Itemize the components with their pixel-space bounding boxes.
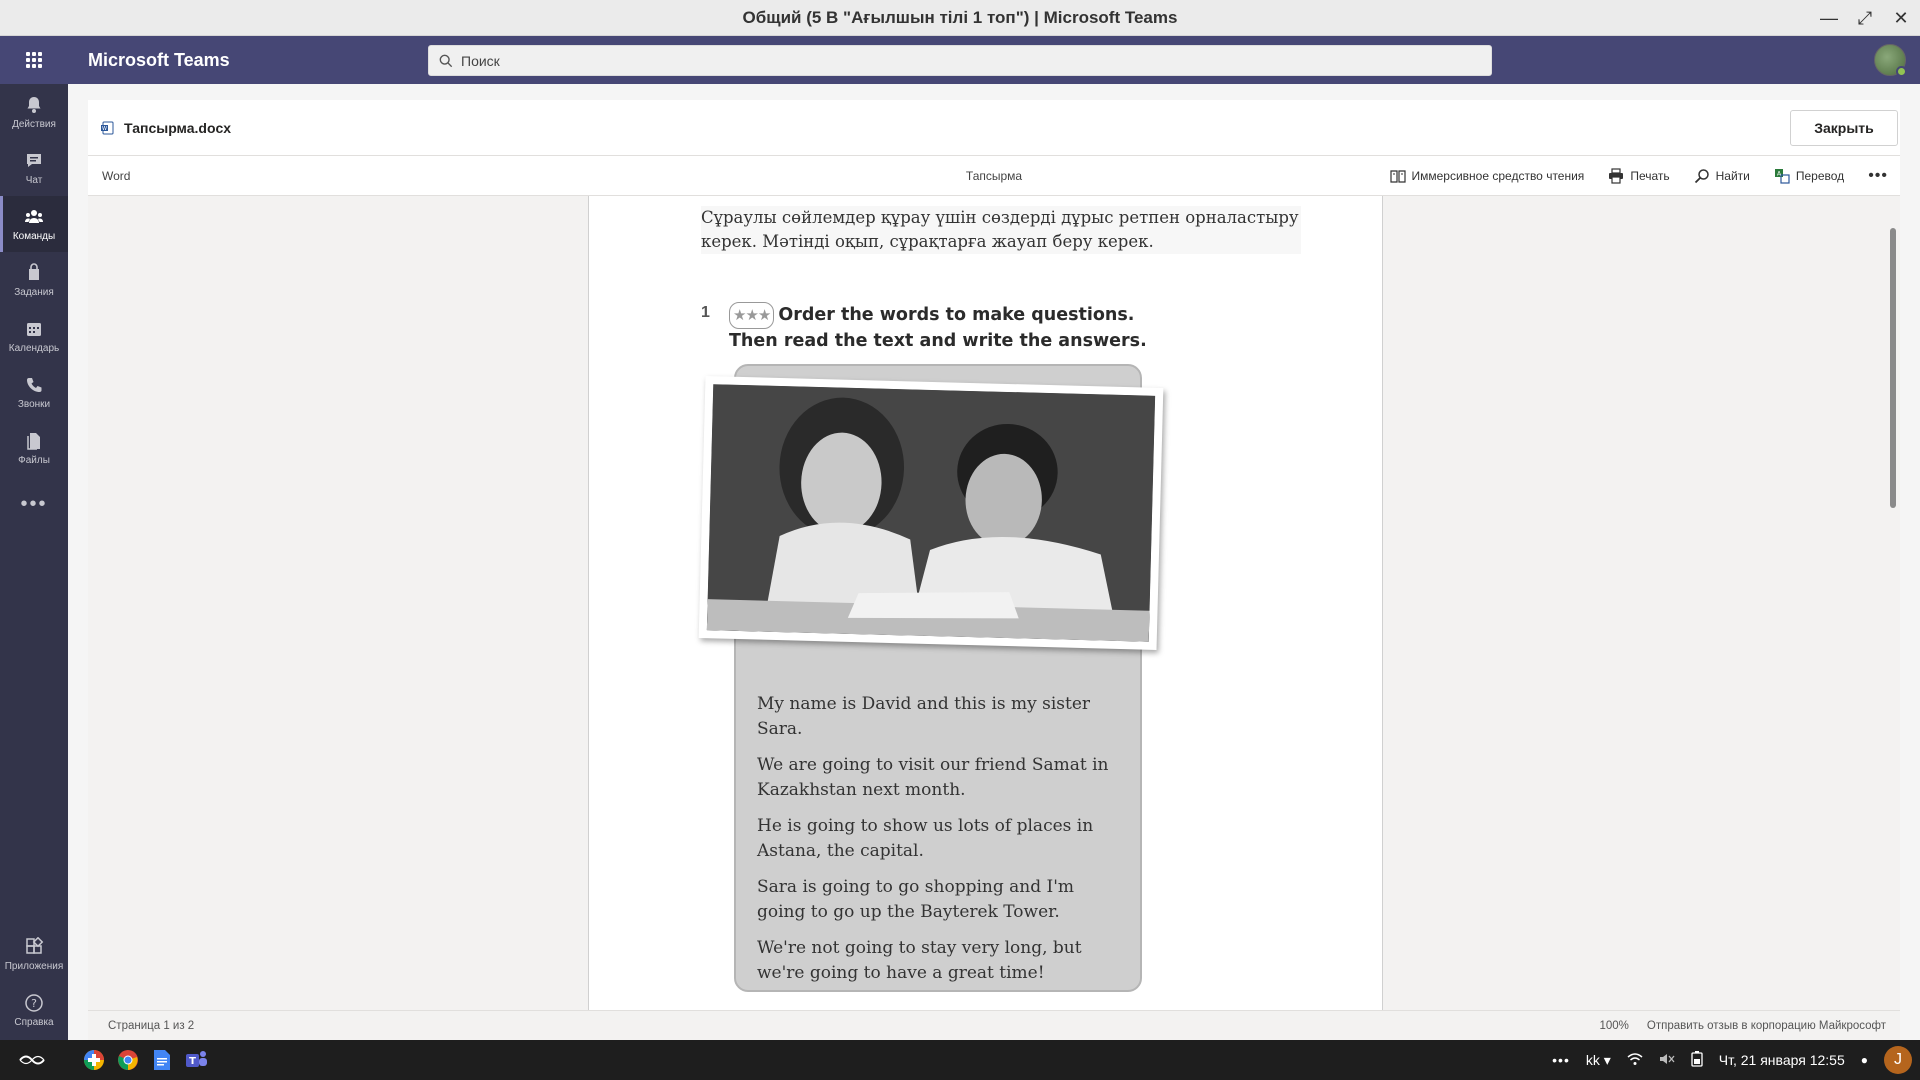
search-input[interactable] [461,53,1461,69]
children-photo [699,376,1164,650]
task-number: 1 [701,304,710,321]
print-label: Печать [1630,168,1670,183]
keyboard-language[interactable]: kk ▾ [1585,1051,1611,1068]
battery-icon[interactable] [1691,1051,1703,1070]
rail-item-files[interactable] [0,420,68,476]
apps-icon [24,937,44,957]
more-apps-button[interactable] [0,476,68,532]
immersive-reader-icon [1390,168,1406,184]
find-button[interactable] [1694,168,1750,184]
docs-icon[interactable] [148,1046,176,1074]
system-tray [1552,1040,1912,1080]
more-icon: ••• [1868,166,1888,184]
close-window-icon[interactable]: ✕ [1893,7,1909,28]
reading-paragraph: Sara is going to go shopping and I'm going to go up the Bayterek Tower. [757,877,1075,922]
restore-icon[interactable]: ⤢ [1857,7,1873,28]
rail-label: Приложения [4,960,64,972]
app-brand: Microsoft Teams [88,49,230,70]
word-app-label[interactable]: Word [102,168,131,183]
assignments-icon [24,263,44,283]
svg-text:W: W [102,125,107,132]
rail-item-calls[interactable] [0,364,68,420]
reading-paragraph: He is going to show us lots of places in Astana, the capital. [757,816,1094,861]
phone-icon [24,375,44,395]
vertical-scrollbar[interactable] [1890,228,1896,508]
task-line-1: Order the words to make questions. [778,305,1135,325]
mixed-app-icon[interactable] [80,1046,108,1074]
app-rail [0,84,68,1040]
rail-label: Календарь [8,342,60,354]
rail-item-teams[interactable] [0,196,68,252]
profile-avatar[interactable] [1874,44,1906,76]
rail-label: Задания [14,286,54,298]
task-heading [729,302,1147,354]
rail-label: Файлы [18,454,50,466]
rail-label: Чат [25,174,43,186]
word-toolbar [88,156,1900,196]
rail-item-chat[interactable] [0,140,68,196]
tray-overflow-icon[interactable]: ••• [1552,1052,1570,1068]
search-icon [439,54,453,68]
reading-paragraph: We're not going to stay very long, but we're going to have a great time! [757,938,1082,983]
search-bar[interactable] [428,45,1492,76]
photo-image [707,384,1155,641]
main-content [68,84,1920,1040]
magnifier-icon [1694,168,1710,184]
word-file-icon [100,121,114,135]
more-icon: ••• [20,492,48,515]
date-time[interactable]: Чт, 21 января 12:55 [1718,1052,1845,1068]
calendar-icon [24,319,44,339]
files-icon [24,431,44,451]
page-indicator: Страница 1 из 2 [108,1019,195,1032]
rail-label: Звонки [17,398,51,410]
translate-icon [1774,168,1790,184]
rail-label: Команды [12,230,56,242]
print-button[interactable] [1608,168,1669,184]
zoom-level[interactable]: 100% [1599,1019,1629,1032]
teams-header [0,36,1920,84]
document-page [588,196,1383,1010]
presence-available-icon [1896,66,1907,77]
teams-icon [24,207,44,227]
immersive-reader-label: Иммерсивное средство чтения [1411,168,1585,183]
launcher-icon[interactable] [14,1046,50,1074]
find-label: Найти [1715,168,1750,183]
bell-icon [24,95,44,115]
word-actions [1390,167,1889,185]
rail-label: Действия [12,118,56,130]
window-title: Общий (5 В "Ағылшын тілі 1 топ") | Microsoft Teams [742,7,1178,27]
rail-label: Справка [14,1016,54,1028]
chat-icon [24,151,44,171]
more-options-button[interactable] [1868,167,1888,185]
close-document-button[interactable]: Закрыть [1790,110,1898,146]
printer-icon [1608,168,1624,184]
rail-item-activity[interactable] [0,84,68,140]
document-title: Тапсырма [965,168,1023,183]
window-titlebar [0,0,1920,36]
reading-paragraph: We are going to visit our friend Samat in Kazakhstan next month. [757,755,1109,800]
svg-text:A: A [1776,170,1781,177]
rail-item-help[interactable] [0,982,68,1038]
svg-text:?: ? [31,996,37,1010]
volume-muted-icon[interactable] [1659,1052,1675,1069]
instruction-text: Сұраулы сөйлемдер құрау үшін сөздерді дұрыс ретпен орналастыру керек. Мәтінді оқып, сұрақтарға жауап беру керек. [701,206,1301,254]
file-name: Тапсырма.docx [124,119,232,136]
chrome-icon[interactable] [114,1046,142,1074]
wifi-icon[interactable] [1627,1052,1643,1069]
rail-item-assignments[interactable] [0,252,68,308]
help-icon [24,993,44,1013]
photo-illustration [707,384,1155,641]
immersive-reader-button[interactable] [1390,168,1585,184]
difficulty-stars: ★★★ [729,302,774,329]
translate-button[interactable] [1774,168,1844,184]
task-line-2: Then read the text and write the answers. [729,331,1147,351]
reading-paragraph: My name is David and this is my sister Sara. [757,694,1091,739]
status-bar [88,1010,1900,1040]
document-viewport[interactable] [88,196,1900,1010]
window-controls [1820,0,1910,36]
svg-text:T: T [189,1056,196,1067]
os-taskbar [0,1040,1920,1080]
app-launcher-icon[interactable] [0,36,68,84]
reading-text [757,692,1127,997]
feedback-link[interactable]: Отправить отзыв в корпорацию Майкрософт [1646,1019,1886,1032]
teams-app-icon[interactable] [182,1046,210,1074]
notification-dot-icon[interactable]: ● [1860,1053,1868,1067]
keyboard-language-label: kk [1585,1051,1600,1068]
rail-item-apps[interactable] [0,926,68,982]
user-avatar[interactable]: J [1884,1046,1912,1074]
translate-label: Перевод [1795,168,1845,183]
document-header [88,100,1900,156]
minimize-icon[interactable]: — [1820,7,1838,28]
rail-item-calendar[interactable] [0,308,68,364]
